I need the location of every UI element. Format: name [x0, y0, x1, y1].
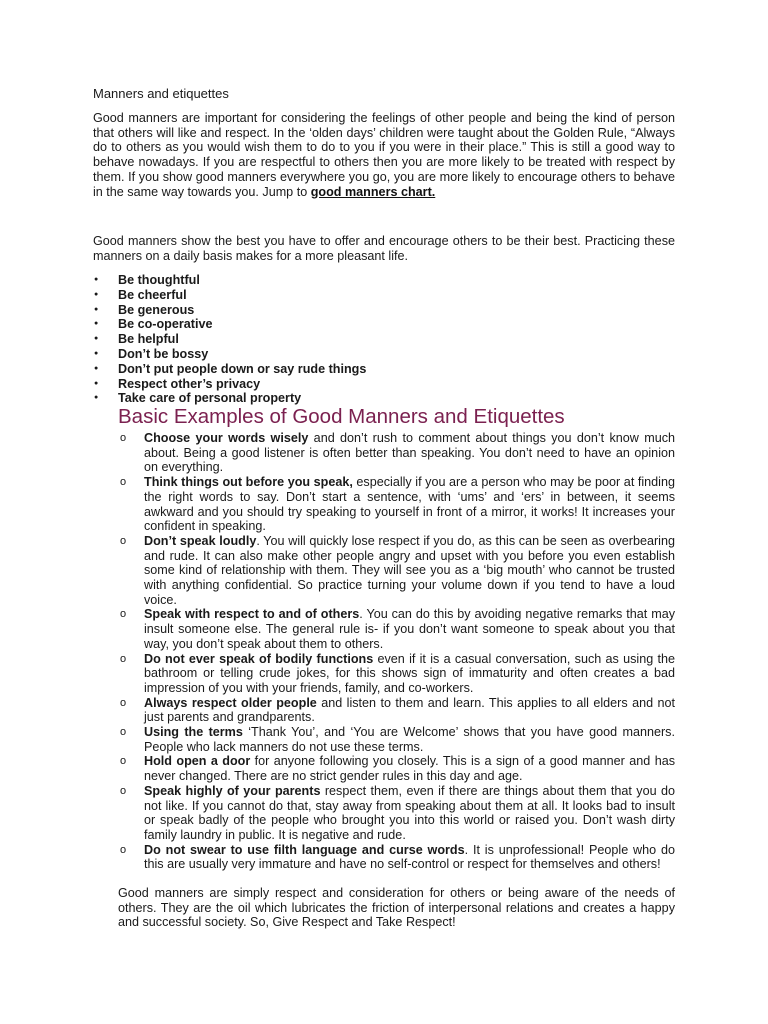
example-lead: Don’t speak loudly — [144, 533, 257, 548]
second-paragraph: Good manners show the best you have to offer and encourage others to be their best. Practicing these manners on a daily basis makes for a more pleasant life. — [93, 234, 675, 263]
example-item — [118, 652, 675, 696]
example-item — [118, 607, 675, 651]
example-item — [118, 475, 675, 534]
bullet-item: ● Be thoughtful — [93, 273, 366, 288]
example-item — [118, 696, 675, 725]
good-manners-chart-link[interactable]: good manners chart. — [310, 184, 436, 199]
manners-bullet-list — [93, 273, 366, 406]
example-item — [118, 784, 675, 843]
intro-paragraph — [93, 111, 675, 199]
example-item — [118, 754, 675, 783]
example-lead: Speak highly of your parents — [144, 783, 321, 798]
example-lead: Using the terms — [144, 725, 243, 740]
bullet-item: ● Respect other’s privacy — [93, 377, 366, 392]
section-heading: Basic Examples of Good Manners and Etiquettes — [118, 405, 565, 428]
example-lead: Do not ever speak of bodily functions — [144, 651, 374, 666]
examples-list — [118, 431, 675, 872]
example-text: especially if you are a person who may be poor at finding the right words to say. Don’t start a sentence, with ‘ums’ and ‘ers’ in between, it seems awkward and you should try speaking to yourself in front of a mirror, it works! It increases your confident in speaking. — [144, 475, 675, 534]
bullet-item: ● Be generous — [93, 303, 366, 318]
example-lead: Speak with respect to and of others — [144, 607, 360, 622]
example-lead: Hold open a door — [144, 754, 251, 769]
closing-paragraph: Good manners are simply respect and consideration for others or being aware of the needs of others. They are the oil which lubricates the friction of interpersonal relations and creates a happy and successful society. So, Give Respect and Take Respect! — [118, 886, 675, 930]
bullet-item: ● Don’t be bossy — [93, 347, 366, 362]
intro-text: Good manners are important for considering the feelings of other people and being the kind of person that others will like and respect. In the ‘olden days’ children were taught about the Golden Rule, “Always do to others as you would wish them to do to you if you were in their place.” This is still a good way to behave nowadays. If you are respectful to others then you are more likely to be treated with respect by them. If you show good manners everywhere you go, you are more likely to encourage others to behave in the same way towards you. Jump to — [93, 111, 675, 199]
example-text: . You can do this by avoiding negative remarks that may insult someone else. The general rule is- if you don’t want someone to speak about you that way, you don’t speak about them to others. — [144, 607, 675, 651]
example-text: . You will quickly lose respect if you do, as this can be seen as overbearing and rude. It can also make other people angry and upset with you before you even establish some kind of relationship with them. They will see you as a ‘big mouth’ who cannot be trusted with anything confidential. So practice turning your volume down if you tend to have a loud voice. — [144, 533, 675, 607]
bullet-item: ● Take care of personal property — [93, 391, 366, 406]
example-item — [118, 725, 675, 754]
example-text: even if it is a casual conversation, such as using the bathroom or telling crude jokes, for this shows sign of immaturity and often creates a bad impression of you with your friends, family, and co-workers. — [144, 651, 675, 695]
bullet-item: ● Be cheerful — [93, 288, 366, 303]
example-item — [118, 431, 675, 475]
document-title: Manners and etiquettes — [93, 86, 229, 101]
bullet-item: ● Be helpful — [93, 332, 366, 347]
example-item — [118, 843, 675, 872]
example-text: for anyone following you closely. This is a sign of a good manner and has never changed. There are no strict gender rules in this day and age. — [144, 754, 676, 784]
example-text: ‘Thank You’, and ‘You are Welcome’ shows that you have good manners. People who lack manners do not use these terms. — [144, 725, 675, 754]
example-text: and don’t rush to comment about things you don’t know much about. Being a good listener is often better than speaking. You don’t need to have an opinion on everything. — [144, 431, 675, 475]
example-text: . It is unprofessional! People who do this are usually very immature and have no self-control or respect for themselves and others! — [144, 842, 675, 872]
example-text: and listen to them and learn. This applies to all elders and not just parents and grandparents. — [144, 695, 676, 725]
example-item — [118, 534, 675, 608]
example-lead: Do not swear to use filth language and curse words — [144, 842, 465, 857]
example-lead: Always respect older people — [144, 695, 317, 710]
example-lead: Choose your words wisely — [144, 431, 309, 445]
bullet-item: ● Be co-operative — [93, 317, 366, 332]
example-text: respect them, even if there are things about them that you do not like. If you cannot do that, stay away from speaking about them at all. It looks bad to insult or speak badly of the people who brought you into this world or raised you. Don’t wash dirty family laundry in public. It is negative and rude. — [144, 783, 675, 842]
example-lead: Think things out before you speak, — [144, 475, 353, 490]
bullet-item: ● Don’t put people down or say rude things — [93, 362, 366, 377]
